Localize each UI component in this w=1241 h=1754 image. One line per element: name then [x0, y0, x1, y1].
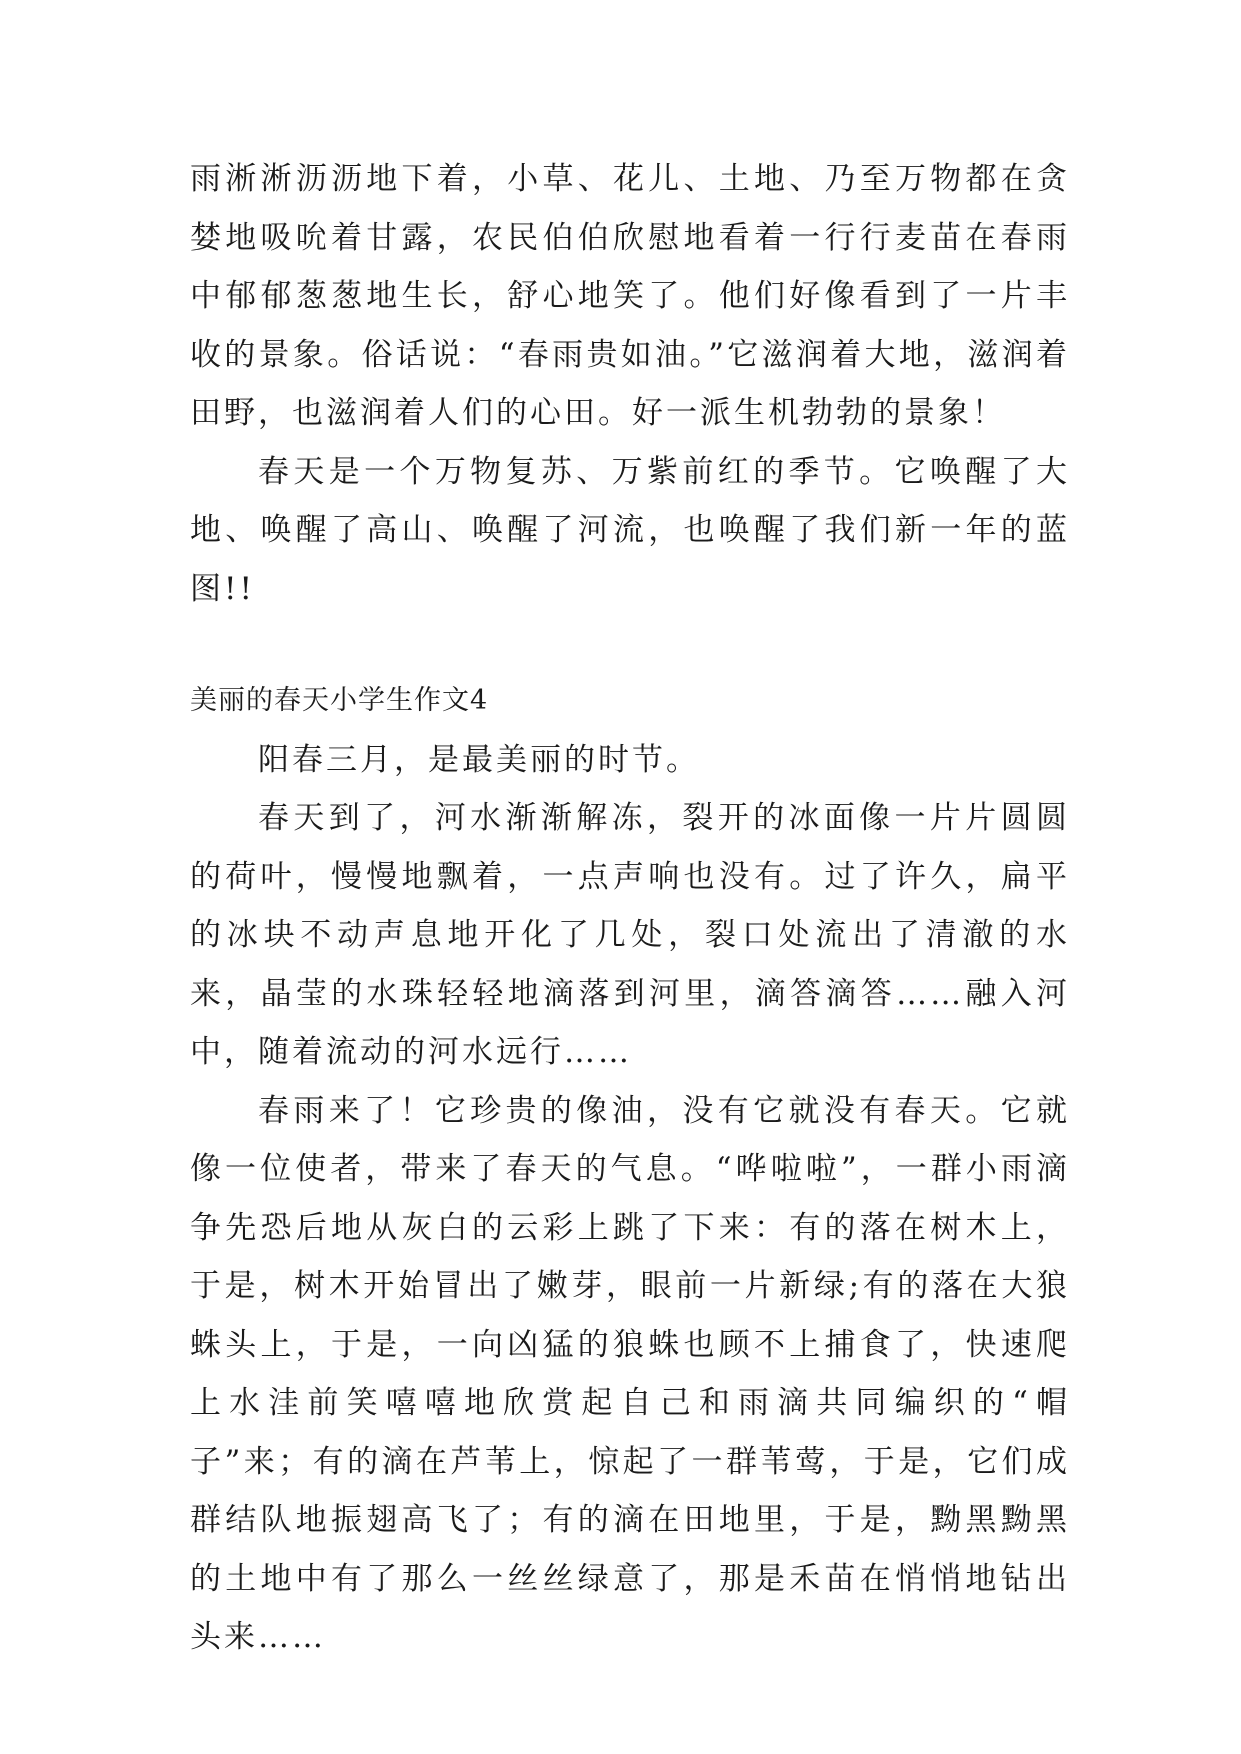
section-gap — [190, 618, 1070, 672]
essay-heading: 美丽的春天小学生作文4 — [190, 685, 489, 716]
paragraph-march: 阳春三月，是最美丽的时节。 — [258, 741, 700, 778]
paragraph-rain-arrives: 春雨来了！它珍贵的像油，没有它就没有春天。它就像一位使者，带来了春天的气息。“哗啦啦”，一群小雨滴争先恐后地从灰白的云彩上跳了下来：有的落在树木上，于是，树木开始冒出了嫩芽，眼前一片新绿;有的落在大狼蛛头上，于是，一向凶猛的狼蛛也顾不上捕食了，快速爬上水洼前笑嘻嘻地欣赏起自己和雨滴共同编织的“帽子”来；有的滴在芦苇上，惊起了一群苇莺，于是，它们成群结队地振翅高飞了；有的滴在田地里，于是，黝黑黝黑的土地中有了那么一丝丝绿意了，那是禾苗在悄悄地钻出头来…… — [190, 1092, 1070, 1655]
paragraph-spring-season: 春天是一个万物复苏、万紫前红的季节。它唤醒了大地、唤醒了高山、唤醒了河流，也唤醒了我们新一年的蓝图!! — [190, 453, 1070, 607]
paragraph-spring-rain: 雨淅淅沥沥地下着，小草、花儿、土地、乃至万物都在贪婪地吸吮着甘露，农民伯伯欣慰地看着一行行麦苗在春雨中郁郁葱葱地生长，舒心地笑了。他们好像看到了一片丰收的景象。俗话说：“春雨贵如油。”它滋润着大地，滋润着田野，也滋润着人们的心田。好一派生机勃勃的景象！ — [190, 161, 1070, 431]
document-page — [190, 150, 1070, 1667]
paragraph-river-thaw: 春天到了，河水渐渐解冻，裂开的冰面像一片片圆圆的荷叶，慢慢地飘着，一点声响也没有。过了许久，扁平的冰块不动声息地开化了几处，裂口处流出了清澈的水来，晶莹的水珠轻轻地滴落到河里，滴答滴答……融入河中，随着流动的河水远行…… — [190, 800, 1070, 1070]
